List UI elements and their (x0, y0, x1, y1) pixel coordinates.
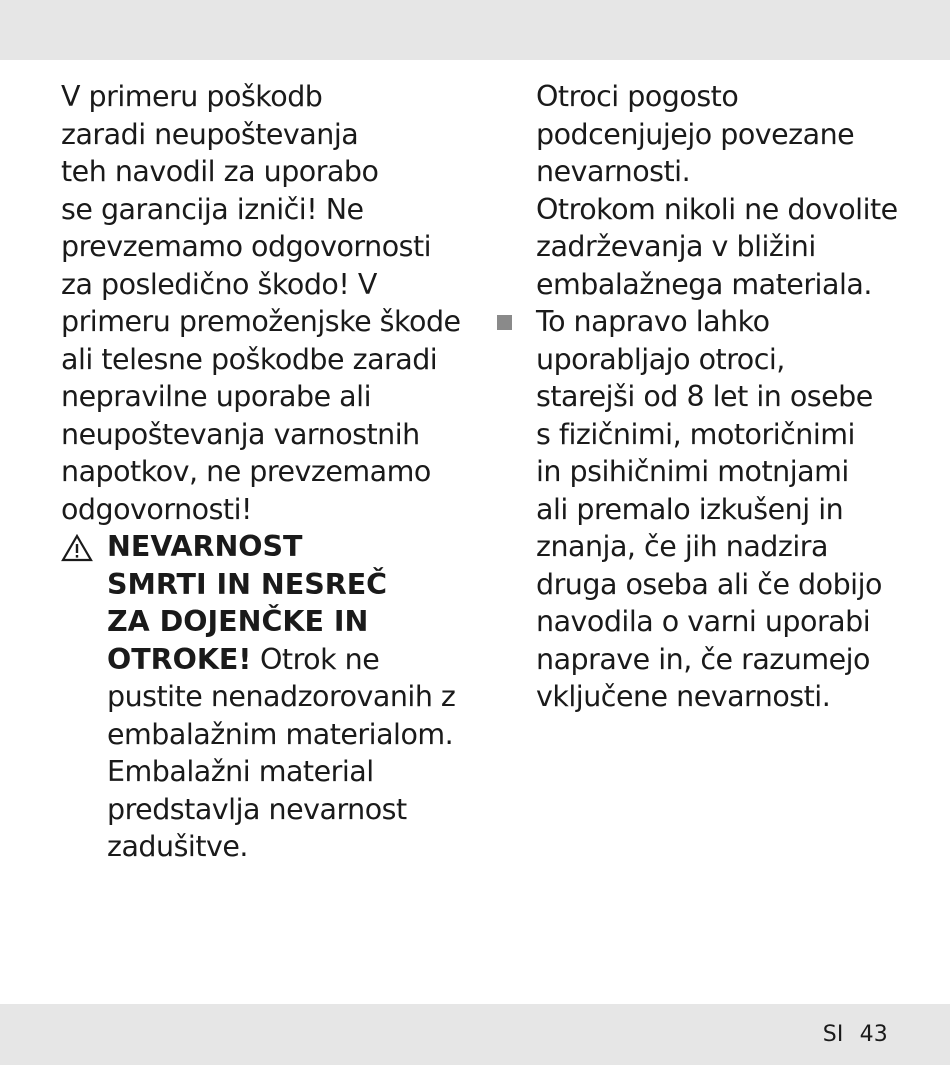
text-line: za posledično škodo! V (61, 267, 377, 301)
liability-paragraph (61, 78, 461, 528)
text-line: se garancija izniči! Ne (61, 192, 364, 226)
text-line: Otrokom nikoli ne dovolite (536, 192, 898, 226)
warning-mixed-line (107, 641, 456, 679)
bullet-text-line: starejši od 8 let in osebe (536, 380, 873, 413)
bullet-text-line: To napravo lahko (536, 305, 770, 338)
warning-block (61, 528, 456, 866)
warning-text-line: embalažnim materialom. (107, 717, 454, 751)
text-line: neupoštevanja varnostnih (61, 417, 420, 451)
bullet-text-line: druga oseba ali če dobijo (536, 567, 882, 601)
square-bullet-icon (497, 315, 512, 330)
warning-text-line: pustite nenadzorovanih z (107, 680, 456, 713)
warning-triangle-icon (61, 534, 93, 562)
text-line: primeru premoženjske škode (61, 305, 461, 338)
warning-text-line: zadušitve. (107, 830, 248, 863)
text-line: napotkov, ne prevzemamo (61, 455, 431, 488)
text-line: zadrževanja v bližini (536, 230, 816, 263)
warning-text-start: Otrok ne (251, 642, 380, 676)
text-line: odgovornosti! (61, 492, 252, 526)
bullet-text-line: in psihičnimi motnjami (536, 455, 849, 488)
warning-text-line: predstavlja nevarnost (107, 792, 407, 826)
bullet-text-line: s fizičnimi, motoričnimi (536, 417, 855, 451)
language-code: SI (822, 1022, 844, 1047)
children-paragraph (536, 78, 926, 303)
text-line: embalažnega materiala. (536, 267, 872, 301)
text-line: prevzemamo odgovornosti (61, 230, 432, 263)
warning-heading-line: ZA DOJENČKE IN (107, 605, 369, 638)
bullet-text-line: znanja, če jih nadzira (536, 530, 828, 563)
warning-heading-line: SMRTI IN NESREČ (107, 567, 388, 601)
text-line: nepravilne uporabe ali (61, 380, 371, 413)
warning-text-line: Embalažni material (107, 755, 374, 788)
bottom-band (0, 1004, 950, 1065)
left-column (61, 78, 461, 866)
text-line: podcenjujejo povezane (536, 117, 855, 151)
text-line: Otroci pogosto (536, 80, 739, 113)
text-line: ali telesne poškodbe zaradi (61, 342, 438, 376)
bullet-text-line: vključene nevarnosti. (536, 680, 831, 713)
text-line: teh navodil za uporabo (61, 155, 379, 188)
top-band (0, 0, 950, 60)
right-column (536, 78, 926, 716)
warning-heading-line: NEVARNOST (107, 530, 303, 563)
bullet-text-line: naprave in, če razumejo (536, 642, 870, 676)
bullet-item (536, 303, 926, 716)
bullet-text-line: navodila o varni uporabi (536, 605, 871, 638)
text-line: zaradi neupoštevanja (61, 117, 359, 151)
text-line: V primeru poškodb (61, 80, 323, 113)
bullet-text-line: uporabljajo otroci, (536, 342, 785, 376)
page-number: 43 (859, 1022, 888, 1047)
bullet-text-line: ali premalo izkušenj in (536, 492, 844, 526)
page-footer (823, 1022, 888, 1048)
text-line: nevarnosti. (536, 155, 691, 188)
warning-heading-line: OTROKE! (107, 642, 252, 676)
